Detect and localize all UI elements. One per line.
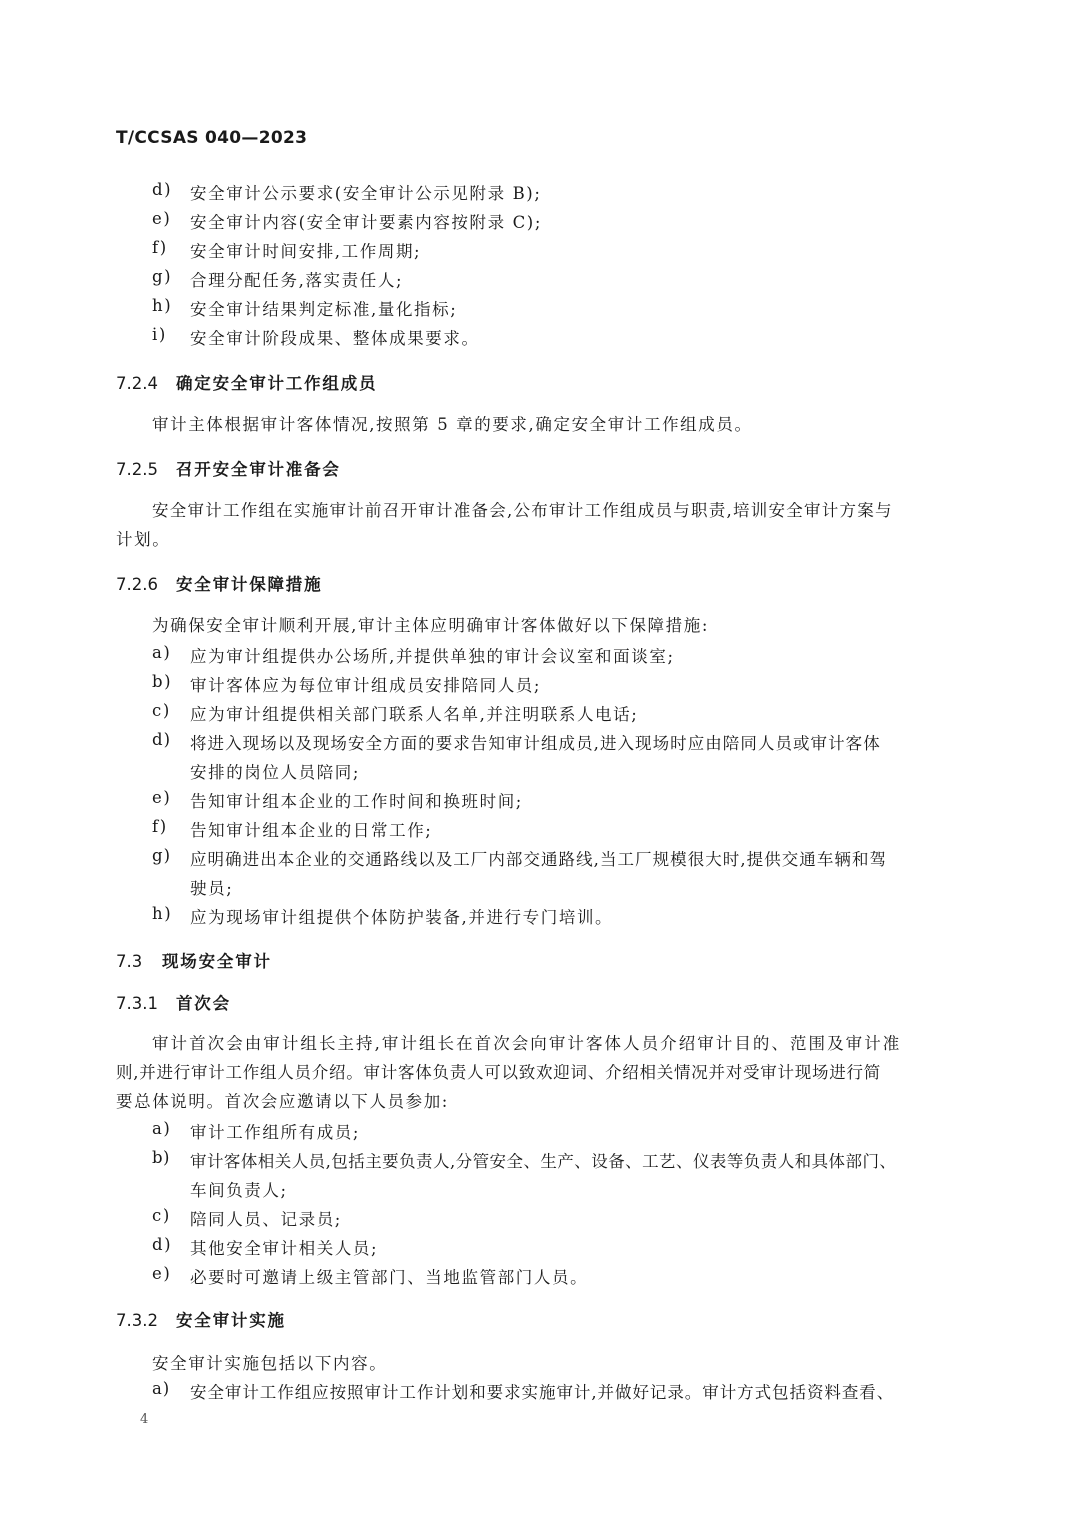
list-item: b) 审计客体相关人员,包括主要负责人,分管安全、生产、设备、工艺、仪表等负责人和具体部门、	[152, 1148, 897, 1171]
list-item: e) 告知审计组本企业的工作时间和换班时间;	[152, 788, 523, 811]
paragraph: 安全审计实施包括以下内容。	[152, 1354, 388, 1373]
list-item: g) 合理分配任务,落实责任人;	[152, 267, 404, 290]
list-item: d) 其他安全审计相关人员;	[152, 1235, 379, 1258]
paragraph: 审计主体根据审计客体情况,按照第 5 章的要求,确定安全审计工作组成员。	[152, 415, 753, 434]
paragraph-line: 要总体说明。首次会应邀请以下人员参加:	[116, 1092, 449, 1111]
section-heading-7-3-2: 7.3.2 安全审计实施	[116, 1311, 286, 1330]
list-item: a) 审计工作组所有成员;	[152, 1119, 361, 1142]
list-item: i) 安全审计阶段成果、整体成果要求。	[152, 325, 480, 348]
list-item: a) 安全审计工作组应按照审计工作计划和要求实施审计,并做好记录。审计方式包括资料查看、	[152, 1379, 895, 1402]
list-item: h) 安全审计结果判定标准,量化指标;	[152, 296, 458, 319]
list-item-continuation: 驶员;	[190, 879, 234, 898]
list-item: f) 安全审计时间安排,工作周期;	[152, 238, 422, 261]
paragraph: 为确保安全审计顺利开展,审计主体应明确审计客体做好以下保障措施:	[152, 616, 710, 635]
paragraph-line: 则,并进行审计工作组人员介绍。审计客体负责人可以致欢迎词、介绍相关情况并对受审计现场进行简	[116, 1063, 881, 1082]
list-item: c) 陪同人员、记录员;	[152, 1206, 342, 1229]
list-item: b) 审计客体应为每位审计组成员安排陪同人员;	[152, 672, 542, 695]
paragraph-line: 计划。	[116, 530, 171, 549]
list-item: e) 必要时可邀请上级主管部门、当地监管部门人员。	[152, 1264, 589, 1287]
list-item: e) 安全审计内容(安全审计要素内容按附录 C);	[152, 209, 543, 232]
list-item: c) 应为审计组提供相关部门联系人名单,并注明联系人电话;	[152, 701, 639, 724]
list-item: g) 应明确进出本企业的交通路线以及工厂内部交通路线,当工厂规模很大时,提供交通车辆和驾	[152, 846, 888, 869]
list-item-continuation: 安排的岗位人员陪同;	[190, 763, 361, 782]
paragraph-line: 审计首次会由审计组长主持,审计组长在首次会向审计客体人员介绍审计目的、范围及审计准	[152, 1034, 902, 1053]
list-item: h) 应为现场审计组提供个体防护装备,并进行专门培训。	[152, 904, 614, 927]
list-item-continuation: 车间负责人;	[190, 1181, 288, 1200]
page-number: 4	[140, 1412, 149, 1427]
section-heading-7-2-5: 7.2.5 召开安全审计准备会	[116, 460, 341, 479]
list-item: f) 告知审计组本企业的日常工作;	[152, 817, 433, 840]
list-item: a) 应为审计组提供办公场所,并提供单独的审计会议室和面谈室;	[152, 643, 675, 666]
section-heading-7-2-6: 7.2.6 安全审计保障措施	[116, 575, 323, 594]
section-heading-7-3-1: 7.3.1 首次会	[116, 994, 231, 1013]
list-item: d) 将进入现场以及现场安全方面的要求告知审计组成员,进入现场时应由陪同人员或审计客体	[152, 730, 881, 753]
section-heading-7-2-4: 7.2.4 确定安全审计工作组成员	[116, 374, 378, 393]
list-item: d) 安全审计公示要求(安全审计公示见附录 B);	[152, 180, 542, 203]
standard-number: T/CCSAS 040—2023	[116, 128, 308, 148]
paragraph-line: 安全审计工作组在实施审计前召开审计准备会,公布审计工作组成员与职责,培训安全审计方案与	[152, 501, 893, 520]
section-heading-7-3: 7.3 现场安全审计	[116, 952, 272, 971]
